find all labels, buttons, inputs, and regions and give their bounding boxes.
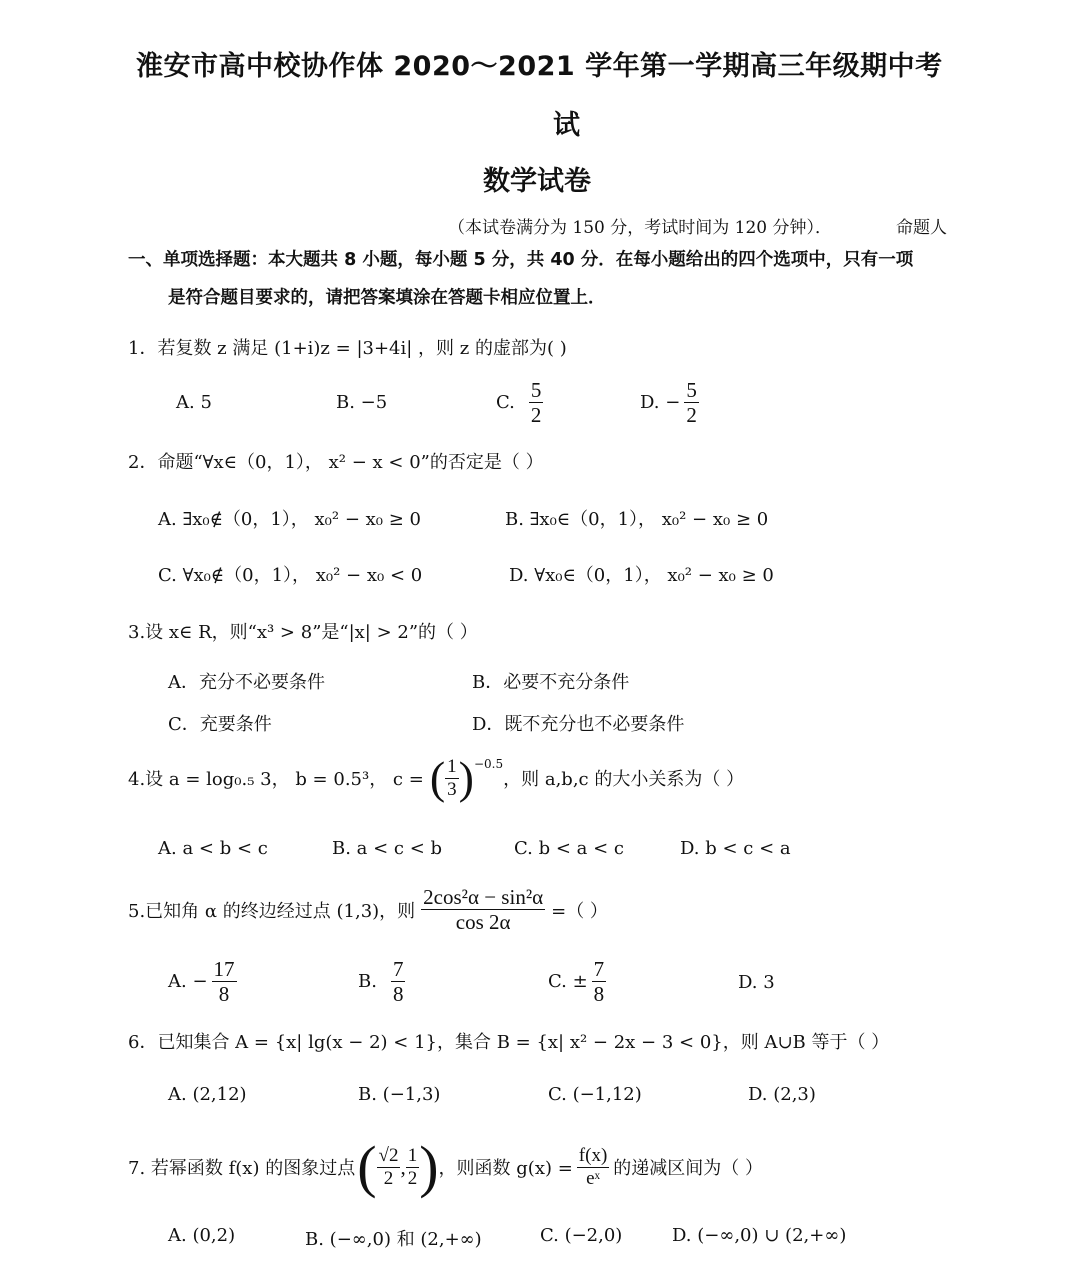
q2-option-c: C. ∀x₀∉（0，1）， x₀² − x₀ < 0 <box>158 565 423 586</box>
q4-fraction <box>445 756 459 801</box>
q7-option-d: D. (−∞,0) ∪ (2,+∞) <box>672 1225 847 1246</box>
q6-option-c: C. (−1,12) <box>548 1084 642 1105</box>
fraction-numerator: 1 <box>407 1144 418 1166</box>
q2-option-d: D. ∀x₀∈（0，1）， x₀² − x₀ ≥ 0 <box>509 565 774 586</box>
fraction-numerator: 17 <box>213 957 235 981</box>
fraction-numerator: √2 <box>378 1144 399 1166</box>
q3-option-c: C．充要条件 <box>168 714 272 735</box>
q7-point-y-fraction <box>406 1145 420 1190</box>
q2-option-b: B. ∃x₀∈（0，1）， x₀² − x₀ ≥ 0 <box>505 509 769 530</box>
fraction-denominator: 3 <box>447 778 457 800</box>
q7-option-a: A. (0,2) <box>168 1225 236 1246</box>
q4-option-c: C. b < a < c <box>514 838 624 859</box>
q3-option-a: A．充分不必要条件 <box>168 672 325 693</box>
exam-info: （本试卷满分为 150 分，考试时间为 120 分钟）． <box>448 218 833 238</box>
q4-stem-part-a: 4.设 a = log₀.₅ 3， b = 0.5³， c = <box>128 769 424 790</box>
q1-option-d-label: D. − <box>640 392 681 414</box>
fraction-denominator: 2 <box>383 1167 394 1189</box>
q5-option-b <box>358 957 405 1006</box>
q4-paren-close: ) <box>458 752 474 803</box>
q1-option-d-fraction <box>684 378 699 427</box>
q5-fraction <box>421 885 545 934</box>
section-instruction-2: 是符合题目要求的，请把答案填涂在答题卡相应位置上． <box>168 288 606 308</box>
subtitle: 数学试卷 <box>483 166 591 197</box>
q1-option-c-fraction <box>529 378 544 427</box>
fraction-numerator: 7 <box>392 957 404 981</box>
q5-option-a-label: A. − <box>168 971 208 993</box>
q7-point-comma: , <box>400 1154 406 1179</box>
q5-stem <box>128 885 608 934</box>
q4-paren-open: ( <box>429 752 446 803</box>
q7-option-b: B. (−∞,0) 和 (2,+∞) <box>305 1229 482 1250</box>
q4-stem-part-b: ，则 a,b,c 的大小关系为（ ） <box>503 769 745 790</box>
q5-option-c-fraction <box>592 957 607 1006</box>
q1-option-a: A. 5 <box>176 392 212 413</box>
fraction-numerator: 7 <box>593 957 605 981</box>
fraction-numerator: 5 <box>530 378 542 402</box>
q6-stem: 6．已知集合 A = {x| lg(x − 2) < 1}，集合 B = {x| x² − 2x − 3 < 0}，则 A∪B 等于（ ） <box>128 1032 890 1053</box>
q3-option-d: D．既不充分也不必要条件 <box>472 714 685 735</box>
fraction-denominator: 2 <box>686 403 697 428</box>
q3-stem: 3.设 x∈ R，则“x³ > 8”是“|x| > 2”的（ ） <box>128 622 478 643</box>
q4-option-a: A. a < b < c <box>158 838 268 859</box>
fraction-denominator: eˣ <box>586 1167 600 1189</box>
fraction-denominator: 8 <box>392 982 404 1007</box>
author-label: 命题人 <box>896 218 947 238</box>
q4-stem <box>128 752 745 803</box>
q5-option-c <box>548 957 606 1006</box>
section-instruction-1: 一、单项选择题：本大题共 8 小题，每小题 5 分，共 40 分．在每小题给出的四个选项中，只有一项 <box>128 250 914 270</box>
q6-option-b: B. (−1,3) <box>358 1084 441 1105</box>
fraction-denominator: 2 <box>530 403 542 428</box>
q5-stem-part-b: =（ ） <box>551 900 608 922</box>
title-line-2: 试 <box>553 110 581 141</box>
q6-option-a: A. (2,12) <box>168 1084 247 1105</box>
q7-stem <box>128 1134 764 1199</box>
q7-stem-part-c: 的递减区间为（ ） <box>613 1158 764 1179</box>
q7-g-fraction <box>577 1145 609 1190</box>
fraction-denominator: cos 2α <box>455 910 511 935</box>
q7-point-paren-open: ( <box>357 1134 377 1199</box>
q2-stem: 2．命题“∀x∈（0，1）， x² − x < 0”的否定是（ ） <box>128 452 544 473</box>
q7-option-c: C. (−2,0) <box>540 1225 623 1246</box>
q2-option-a: A. ∃x₀∉（0，1）， x₀² − x₀ ≥ 0 <box>158 509 421 530</box>
q1-option-c <box>496 378 543 427</box>
q5-option-a <box>168 957 237 1006</box>
q7-stem-part-a: 7. 若幂函数 f(x) 的图象过点 <box>128 1158 356 1179</box>
q4-option-b: B. a < c < b <box>332 838 443 859</box>
q6-option-d: D. (2,3) <box>748 1084 816 1105</box>
q3-option-b: B．必要不充分条件 <box>472 672 630 693</box>
q1-option-c-label: C. <box>496 392 515 414</box>
q5-option-b-label: B. <box>358 971 377 993</box>
q1-option-b: B. −5 <box>336 392 388 413</box>
fraction-numerator: f(x) <box>578 1144 608 1166</box>
fraction-denominator: 8 <box>218 982 230 1007</box>
q4-option-d: D. b < c < a <box>680 838 791 859</box>
q1-stem: 1．若复数 z 满足 (1+i)z = |3+4i| ，则 z 的虚部为( ) <box>128 338 567 359</box>
q7-point-x-fraction <box>377 1145 401 1190</box>
q5-option-c-label: C. ± <box>548 971 588 993</box>
q5-option-a-fraction <box>212 957 237 1006</box>
q7-stem-part-b: ，则函数 g(x) = <box>438 1158 573 1179</box>
q4-exponent: −0.5 <box>473 757 504 771</box>
q5-option-d: D. 3 <box>738 972 775 993</box>
fraction-numerator: 1 <box>447 755 457 777</box>
title-line-1: 淮安市高中校协作体 2020～2021 学年第一学期高三年级期中考 <box>136 51 943 82</box>
fraction-denominator: 2 <box>407 1167 418 1189</box>
q5-option-b-fraction <box>391 957 406 1006</box>
fraction-numerator: 5 <box>686 378 697 402</box>
q1-option-d <box>640 378 699 427</box>
q7-point-paren-close: ) <box>419 1134 439 1199</box>
fraction-numerator: 2cos²α − sin²α <box>423 885 544 909</box>
fraction-denominator: 8 <box>593 982 605 1007</box>
q5-stem-part-a: 5.已知角 α 的终边经过点 (1,3)，则 <box>128 900 416 922</box>
